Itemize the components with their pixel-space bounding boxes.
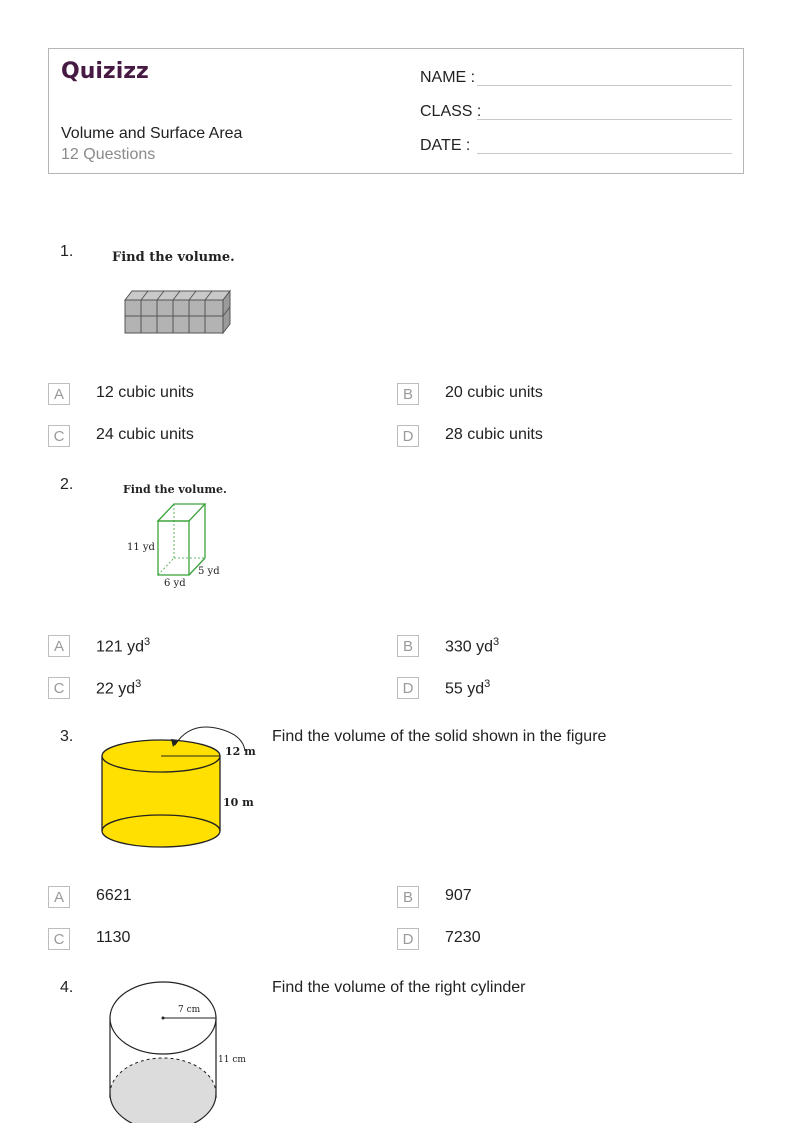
date-label: DATE :	[420, 137, 471, 154]
height-label: 10 m	[223, 796, 254, 809]
question-number: 1.	[60, 243, 74, 260]
name-field[interactable]	[420, 69, 475, 87]
option-exponent: 3	[493, 636, 500, 648]
name-line	[477, 85, 732, 86]
option-text: 20 cubic units	[445, 384, 543, 401]
question-count: 12 Questions	[61, 146, 156, 163]
option-letter: C	[48, 425, 70, 447]
option-letter: D	[397, 425, 419, 447]
date-field[interactable]	[420, 137, 470, 155]
option-text: 907	[445, 887, 472, 904]
option-text: 7230	[445, 929, 481, 946]
option-exponent: 3	[484, 678, 491, 690]
right-cylinder-figure	[104, 976, 254, 1123]
option-letter: B	[397, 886, 419, 908]
option-letter: A	[48, 635, 70, 657]
option-exponent: 3	[135, 678, 142, 690]
class-field[interactable]	[420, 103, 481, 121]
option-letter: D	[397, 677, 419, 699]
rectangular-prism-figure	[120, 478, 240, 594]
option-letter: D	[397, 928, 419, 950]
height-label: 11 yd	[127, 542, 155, 553]
question-number: 3.	[60, 728, 74, 745]
option-text	[96, 636, 150, 656]
option-text: 12 cubic units	[96, 384, 194, 401]
date-line	[477, 153, 732, 154]
option-value: 330 yd	[445, 638, 494, 656]
class-line	[477, 119, 732, 120]
option-value: 55 yd	[445, 680, 485, 698]
option-text	[445, 678, 490, 698]
class-label: CLASS :	[420, 103, 482, 120]
depth-label: 5 yd	[198, 566, 220, 577]
question-number: 2.	[60, 476, 74, 493]
radius-label: 7 cm	[178, 1005, 201, 1015]
option-text: 6621	[96, 887, 132, 904]
option-text	[445, 636, 499, 656]
question-text: Find the volume of the right cylinder	[272, 979, 526, 996]
worksheet-title: Volume and Surface Area	[61, 125, 243, 142]
option-letter: B	[397, 383, 419, 405]
option-text: 1130	[96, 929, 131, 946]
quizizz-logo: Quizizz	[61, 59, 149, 84]
worksheet-header	[48, 48, 744, 174]
option-letter: A	[48, 383, 70, 405]
option-text: 28 cubic units	[445, 426, 543, 443]
option-letter: C	[48, 677, 70, 699]
option-text	[96, 678, 141, 698]
option-letter: B	[397, 635, 419, 657]
option-value: 22 yd	[96, 680, 136, 698]
question-number: 4.	[60, 979, 74, 996]
cube-prism-figure	[108, 244, 248, 340]
question-text: Find the volume of the solid shown in the figure	[272, 728, 607, 745]
yellow-cylinder-figure	[95, 725, 260, 860]
name-label: NAME :	[420, 69, 476, 86]
figure-caption: Find the volume.	[123, 483, 227, 496]
option-text: 24 cubic units	[96, 426, 194, 443]
option-letter: C	[48, 928, 70, 950]
option-exponent: 3	[144, 636, 151, 648]
figure-caption: Find the volume.	[112, 250, 235, 265]
option-value: 121 yd	[96, 638, 145, 656]
width-label: 6 yd	[164, 578, 186, 589]
height-label: 11 cm	[218, 1055, 246, 1065]
radius-label: 12 m	[225, 745, 256, 758]
option-letter: A	[48, 886, 70, 908]
